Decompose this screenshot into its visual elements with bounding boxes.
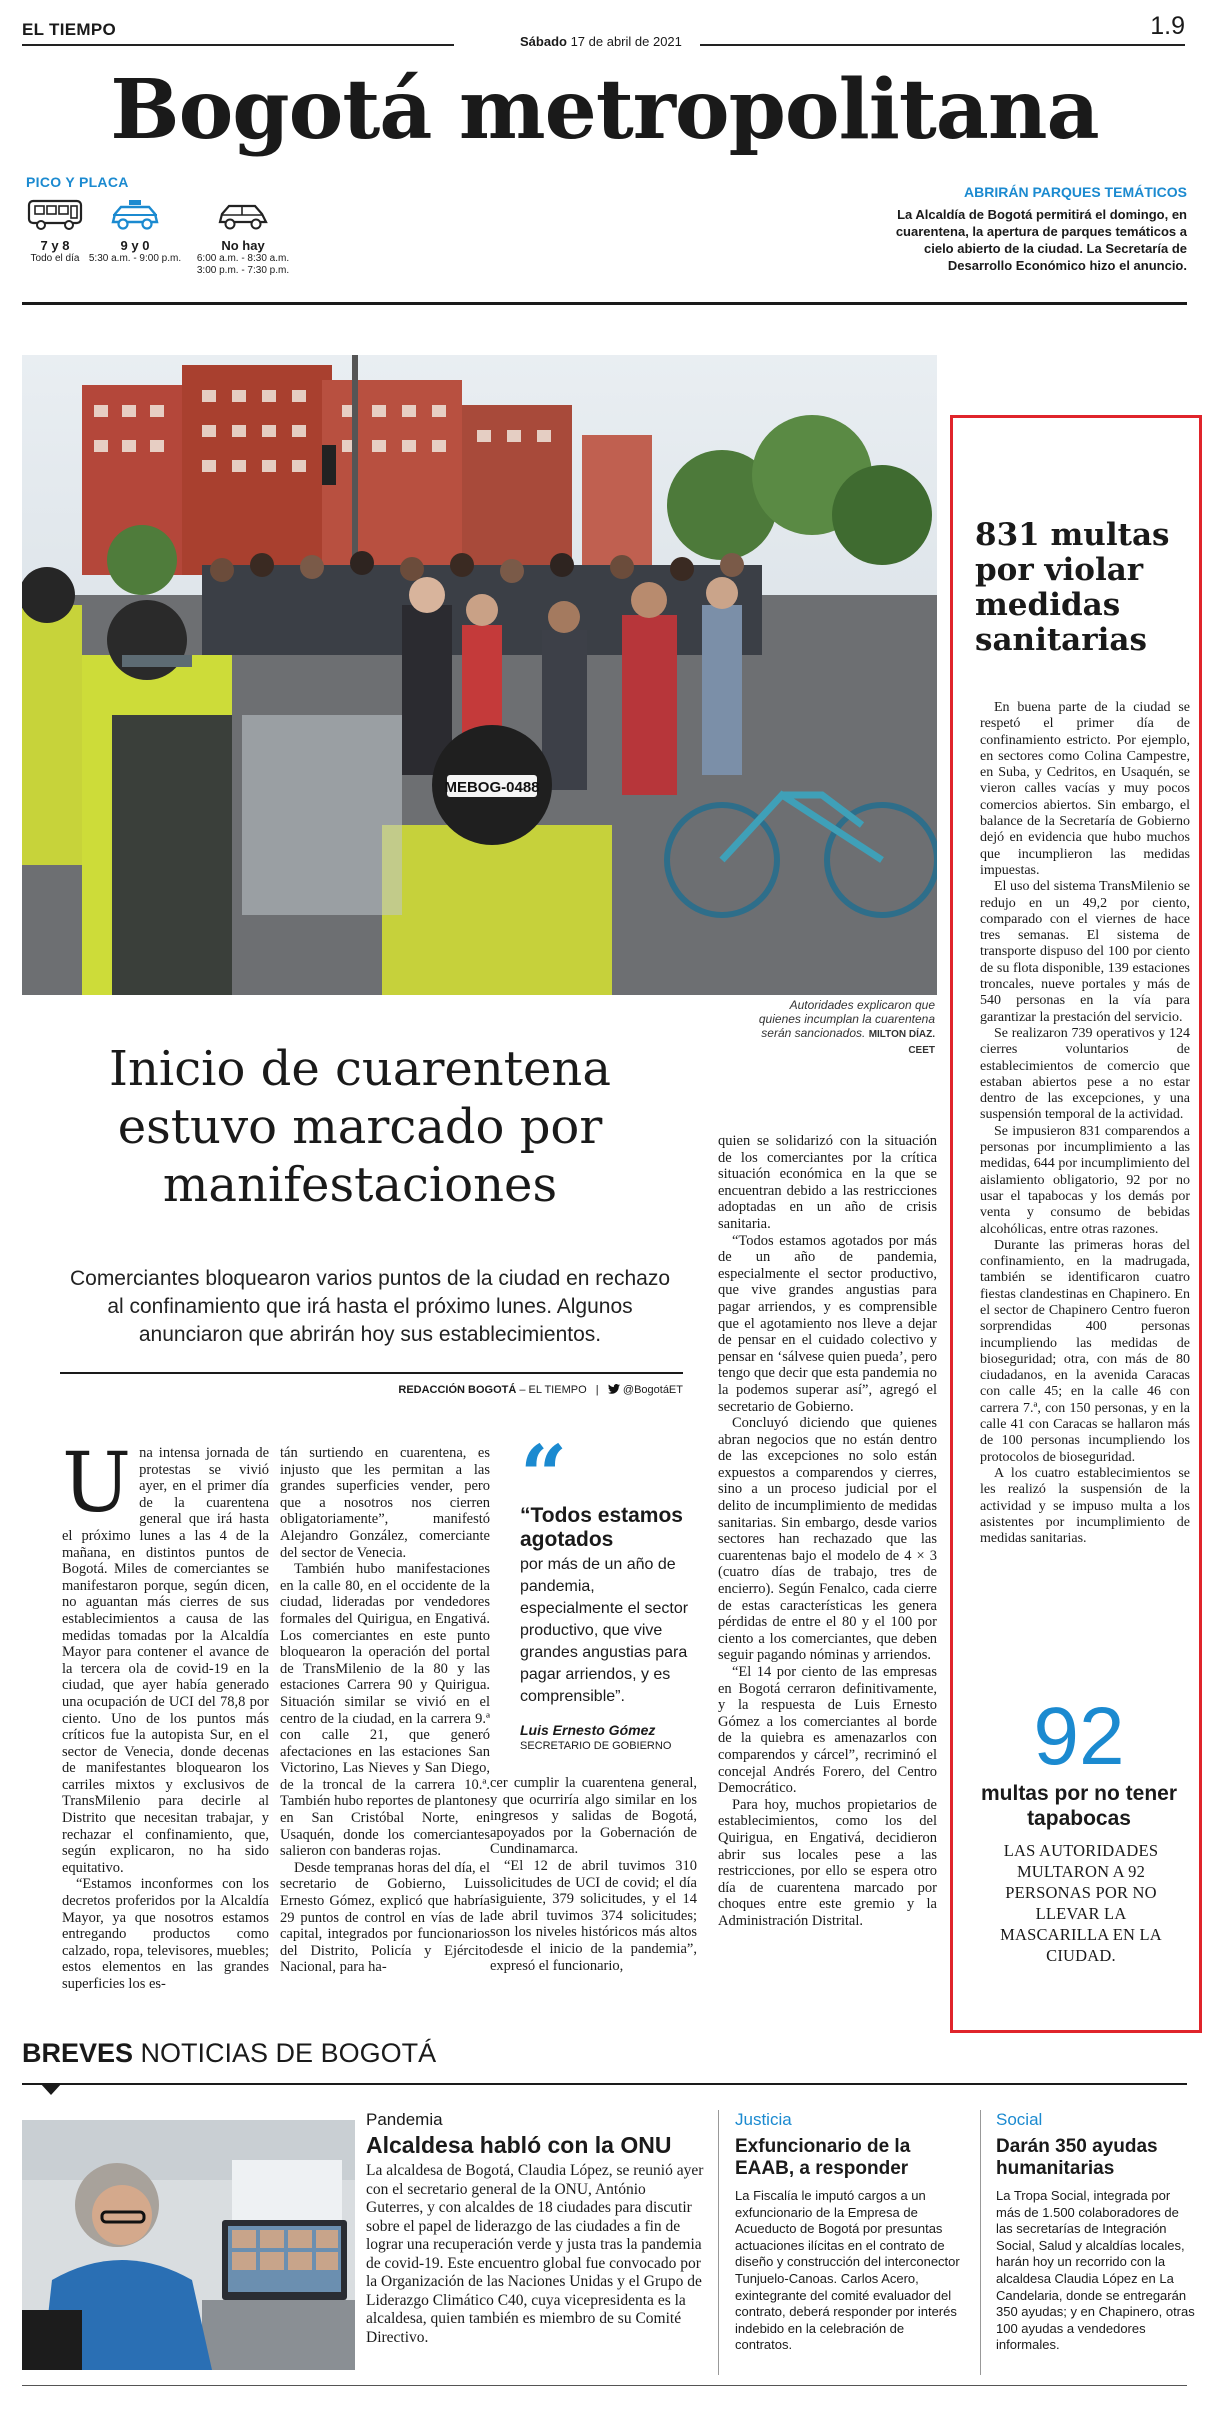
sidebar-big-number: 92 xyxy=(1033,1691,1125,1782)
brief-social xyxy=(996,2110,1196,2354)
photo-caption-text: Autoridades explicaron que quienes incumplan la cuarentena serán sancionados. xyxy=(758,998,935,1040)
section-title: Bogotá metropolitana xyxy=(110,62,1099,158)
issue-date-rest: 17 de abril de 2021 xyxy=(566,34,682,49)
brief-headline: Alcaldesa habló con la ONU xyxy=(366,2132,672,2158)
brief-headline: Darán 350 ayudas humanitarias xyxy=(996,2136,1158,2179)
brief-category: Social xyxy=(996,2110,1043,2129)
quote-role: SECRETARIO DE GOBIERNO xyxy=(520,1740,672,1752)
breves-pointer-icon xyxy=(40,2083,62,2097)
twitter-handle: @BogotáET xyxy=(622,1384,683,1396)
parks-brief-text: La Alcaldía de Bogotá permitirá el domingo, en cuarentena, la apertura de parques temáticos a cielo abierto de la ciudad. La Secretaría de Desarrollo Económico hizo el anuncio. xyxy=(895,207,1187,273)
brief-headline: Exfuncionario de la EAAB, a responder xyxy=(735,2136,911,2179)
sidebar-big-label: multas por no tener tapabocas xyxy=(980,1782,1178,1830)
article-paragraph: quien se solidarizó con la situación de los comerciantes por la crítica situación económica en la que se encuentran debido a las restricciones adoptadas en un año de crisis sanitaria. xyxy=(718,1133,937,1232)
byline-author: REDACCIÓN BOGOTÁ xyxy=(398,1384,517,1396)
byline-rule-top xyxy=(60,1372,683,1374)
article-paragraph: na intensa jornada de protestas se vivió ayer, en el primer día de la cuarentena general que irá hasta el próximo lunes a las 4 de la mañana, en distintos puntos de Bogotá. Miles de comerciantes se manifestaron porque, según dicen, no aguantan más cierres de sus establecimientos a causa de las medidas tomadas por la Alcaldía Mayor para contener el avance de la tercera ola de covid-19 en la ciudad, que ayer había generado una ocupación de UCI del 78,8 por ciento. Uno de los puntos más críticos fue la autopista Sur, en el sector de Venecia, donde decenas de manifestantes bloquearon los carriles mixtos y exclusivos de TransMilenio para decirle al Distrito que necesitan trabajar, y rechazar el confinamiento, que, según explicaron, no ha sido equitativo. xyxy=(62,1445,269,1876)
article-paragraph: Desde tempranas horas del día, el secretario de Gobierno, Luis Ernesto Gómez, explicó que habría 29 puntos de control en vías de la capital, integrados por funcionarios del Distrito, Policía y Ejército Nacional, para ha- xyxy=(280,1859,490,1976)
article-column-1 xyxy=(62,1436,269,1993)
quote-author: Luis Ernesto Gómez xyxy=(520,1722,656,1738)
issue-date-day: Sábado xyxy=(520,34,567,49)
sidebar-paragraph: Se realizaron 739 operativos y 124 cierres voluntarios de establecimientos de comercio que estaban abiertos pese a no estar dentro de las excepciones, y una suspensión temporal de la actividad. xyxy=(980,1025,1190,1123)
pico-y-placa-numbers: No hay xyxy=(221,238,265,253)
bus-icon xyxy=(26,198,84,232)
parks-brief-title: ABRIRÁN PARQUES TEMÁTICOS xyxy=(964,184,1187,200)
brief-category: Pandemia xyxy=(366,2110,443,2129)
breves-divider xyxy=(718,2110,719,2375)
photo-caption xyxy=(750,998,935,1058)
drop-cap: U xyxy=(62,1436,132,1531)
brief-pandemia xyxy=(366,2110,706,2347)
protest-photo xyxy=(22,355,937,995)
sidebar-title: 831 multas por violar medidas sanitarias xyxy=(975,517,1170,658)
protest-photo-illustration xyxy=(22,355,937,995)
breves-divider xyxy=(980,2110,981,2375)
sidebar-big-subtext: LAS AUTORIDADES MULTARON A 92 PERSONAS POR NO LLEVAR LA MASCARILLA EN LA CIUDAD. xyxy=(1000,1841,1162,1965)
article-subhead: Comerciantes bloquearon varios puntos de la ciudad en rechazo al confinamiento que irá hasta el próximo lunes. Algunos anunciaron que abrirán hoy sus establecimientos. xyxy=(69,1267,671,1346)
header-rule-left xyxy=(22,44,454,46)
twitter-icon xyxy=(608,1384,620,1394)
header-divider xyxy=(22,302,1187,305)
issue-date xyxy=(520,34,682,49)
article-paragraph: “Todos estamos agotados por más de un año de pandemia, especialmente el sector productivo, que vive grandes angustias para pagar arriendos, y es comprensible que el agotamiento nos lleve a dejar de pensar en el cuidado colectivo y pensar en ‘sálvese quien pueda’, pero tengo que decir que esta pandemia no la podemos superar así”, agregó el secretario de Gobierno. xyxy=(718,1232,937,1415)
pico-y-placa-time: 3:00 p.m. - 7:30 p.m. xyxy=(196,265,290,276)
pico-y-placa-taxi xyxy=(80,198,190,265)
page-bottom-rule xyxy=(22,2385,1187,2386)
article-paragraph: También hubo manifestaciones en la calle 80, en el occidente de la ciudad, lideradas por vendedores formales del Quirigua, en Engativá. Los comerciantes en este punto bloquearon la operación del portal de TransMilenio de la 80 y las estaciones Carrera 90 y Quirigua. Situación similar se vivió en el centro de la ciudad, en la carrera 9.ª con calle 21, que generó afectaciones en las estaciones San Victorino, Las Nieves y San Diego, de la troncal de la carrera 10.ª. También hubo reportes de plantones en San Cristóbal Norte, en Usaquén, donde los comerciantes salieron con banderas rojas. xyxy=(280,1561,490,1860)
brief-body: La Tropa Social, integrada por más de 1.500 colaboradores de las secretarías de Integración Social, Salud y alcaldías locales, harán hoy un recorrido con la alcaldesa Claudia López en La Candelaria, donde se entregarán 350 ayudas; y en Chapinero, otras 100 ayudas a vendedores informales. xyxy=(996,2188,1195,2353)
quote-mark-icon: “ xyxy=(520,1428,568,1524)
header-rule-right xyxy=(700,44,1185,46)
sidebar-paragraph: Durante las primeras horas del confinamiento, en la madrugada, también se identificaron cuatro fiestas clandestinas en Chapinero. En el sector de Chapinero Centro fueron sorprendidas 400 personas incumpliendo las medidas de bioseguridad; otra, con más de 80 ciudadanos, en la avenida Caracas con calle 45; en la calle 46 con carrera 7.ª, con 150 personas, y en la calle 41 con Caracas se hallaron más de 100 personas incumpliendo los protocolos de bioseguridad. xyxy=(980,1237,1190,1465)
brief-justicia xyxy=(735,2110,961,2354)
car-icon xyxy=(215,198,271,232)
breves-section-title xyxy=(22,2038,436,2069)
article-paragraph: Para hoy, muchos propietarios de establecimientos, como los del Quirigua, en Engativá, decidieron abrir sus locales pese a las restricciones, por ello se espera otro día de cuarentena marcado por choques entre este gremio y la Administración Distrital. xyxy=(718,1796,937,1929)
sidebar-paragraph: En buena parte de la ciudad se respetó el primer día de confinamiento estricto. Por ejemplo, en sectores como Colina Campestre, en Suba, y Cedritos, en Usaquén, se vieron calles vacías y muy pocos comercios abiertos. Sin embargo, el balance de la Secretaría de Gobierno dejó en evidencia que hubo muchos que incumplieron las medidas impuestas. xyxy=(980,700,1190,878)
brief-body: La Fiscalía le imputó cargos a un exfuncionario de la Empresa de Acueducto de Bogotá por presuntas actuaciones ilícitas en el contrato de diseño y construcción del interconector Tunjuelo-Canoas. Carlos Acero, exintegrante del comité evaluador del contrato, deberá responder por interés indebido en la celebración de contratos. xyxy=(735,2188,960,2353)
article-paragraph: Concluyó diciendo que quienes abran negocios que no están dentro de las excepciones no solo están expuestos a comparendos y cierres, sino a un proceso judicial por el delito de incumplimiento de medidas sanitarias. Sin embargo, desde varios sectores han rechazado que las cuarentenas bajo el modelo de 4 × 3 (cuatro días de trabajo, tres de encierro). Según Fenalco, cada cierre de estas características les genera pérdidas de entre el 80 y el 100 por ciento a los comerciantes, que deben seguir pagando nóminas y arriendos. xyxy=(718,1415,937,1664)
byline-outlet: – EL TIEMPO xyxy=(516,1384,587,1396)
article-paragraph: “El 14 por ciento de las empresas en Bogotá cerraron definitivamente, y la respuesta de Luis Ernesto Gómez a los comerciantes al borde de la quiebra es amenazarlos con comparendos y cárcel”, recriminó el concejal Andrés Forero, del Centro Democrático. xyxy=(718,1664,937,1797)
sidebar-paragraph: A los cuatro establecimientos se les realizó la suspensión de la actividad y se impuso multa a los asistentes por incumplimiento de medidas sanitarias. xyxy=(980,1465,1190,1547)
article-column-3 xyxy=(718,1133,937,1930)
pull-quote xyxy=(520,1428,698,1752)
page-number: 1.9 xyxy=(1150,12,1185,40)
pico-y-placa-numbers: 7 y 8 xyxy=(40,238,70,253)
quote-lead: “Todos estamos agotados xyxy=(520,1504,683,1551)
breves-title-bold: BREVES xyxy=(22,2038,134,2068)
pico-y-placa-time: Todo el día xyxy=(30,253,80,264)
breves-title-rest: NOTICIAS DE BOGOTÁ xyxy=(133,2038,437,2068)
breves-rule xyxy=(22,2083,1187,2085)
article-column-2 xyxy=(280,1445,490,1976)
svg-text:MEBOG-0488: MEBOG-0488 xyxy=(444,779,540,796)
photo-credit: MILTON DÍAZ. CEET xyxy=(868,1029,935,1056)
article-paragraph: cer cumplir la cuarentena general, y que ocurriría algo similar en los ingresos y salidas de Bogotá, apoyados por la Gobernación de Cundinamarca. xyxy=(490,1775,697,1858)
mayor-videocall-illustration xyxy=(22,2120,355,2370)
pico-y-placa-time: 5:30 a.m. - 9:00 p.m. xyxy=(88,253,182,264)
sidebar-body xyxy=(980,700,1190,1547)
breves-photo xyxy=(22,2120,355,2370)
taxi-icon xyxy=(107,198,163,232)
byline: REDACCIÓN BOGOTÁ – EL TIEMPO | @BogotáET xyxy=(398,1384,683,1396)
sidebar-paragraph: El uso del sistema TransMilenio se redujo en un 49,2 por ciento, comparado con el viernes de hace tres semanas. El sistema de transporte dispuso del 100 por ciento de su flota disponible, 139 estaciones troncales, nueve portales y más de 540 personas en la vía para garantizar la prestación del servicio. xyxy=(980,879,1190,1025)
brief-category: Justicia xyxy=(735,2110,792,2129)
brand-label: EL TIEMPO xyxy=(22,20,117,39)
article-column-2-bottom xyxy=(490,1775,697,1974)
pico-y-placa-time: 6:00 a.m. - 8:30 a.m. xyxy=(196,253,290,264)
brief-body: La alcaldesa de Bogotá, Claudia López, se reunió ayer con el secretario general de la ONU, António Guterres, y con alcaldes de 18 ciudades para discutir sobre el papel de liderazgo de las ciudades a fin de lograr una recuperación verde y justa tras la pandemia de covid-19. Este encuentro global fue convocado por la Organización de las Naciones Unidas y el Grupo de Liderazgo Climático C40, cuya vicepresidenta es la alcaldesa, quien también es miembro de su Comité Directivo. xyxy=(366,2162,704,2346)
article-paragraph: tán surtiendo en cuarentena, es injusto que les permitan a las grandes superficies vender, pero que a nosotros nos cierren obligatoriamente”, manifestó Alejandro González, comerciante del sector de Venecia. xyxy=(280,1445,490,1561)
pico-y-placa-car xyxy=(188,198,298,277)
pico-y-placa-title: PICO Y PLACA xyxy=(26,174,129,190)
pico-y-placa-numbers: 9 y 0 xyxy=(120,238,150,253)
article-headline: Inicio de cuarentena estuvo marcado por manifestaciones xyxy=(109,1041,611,1213)
sidebar-paragraph: Se impusieron 831 comparendos a personas por incumplimiento a las medidas, 644 por incumplimiento del aislamiento obligatorio, 92 por no usar el tapabocas y los demás por venta y consumo de bebidas alcohólicas, entre otras razones. xyxy=(980,1123,1190,1237)
article-paragraph: “El 12 de abril tuvimos 310 solicitudes de UCI de covid; el día siguiente, 379 solicitudes, y el 14 de abril tuvimos 374 solicitudes; son los niveles históricos más altos desde el inicio de la pandemia”, expresó el funcionario, xyxy=(490,1857,697,1974)
article-paragraph: “Estamos inconformes con los decretos proferidos por la Alcaldía Mayor, ya que nosotros estamos entregando productos como calzado, ropa, televisores, muebles; estos elementos en las grandes superficies los es- xyxy=(62,1876,269,1992)
quote-text: por más de un año de pandemia, especialmente el sector productivo, que vive grandes angustias para pagar arriendos, y es comprensible”. xyxy=(520,1556,689,1705)
